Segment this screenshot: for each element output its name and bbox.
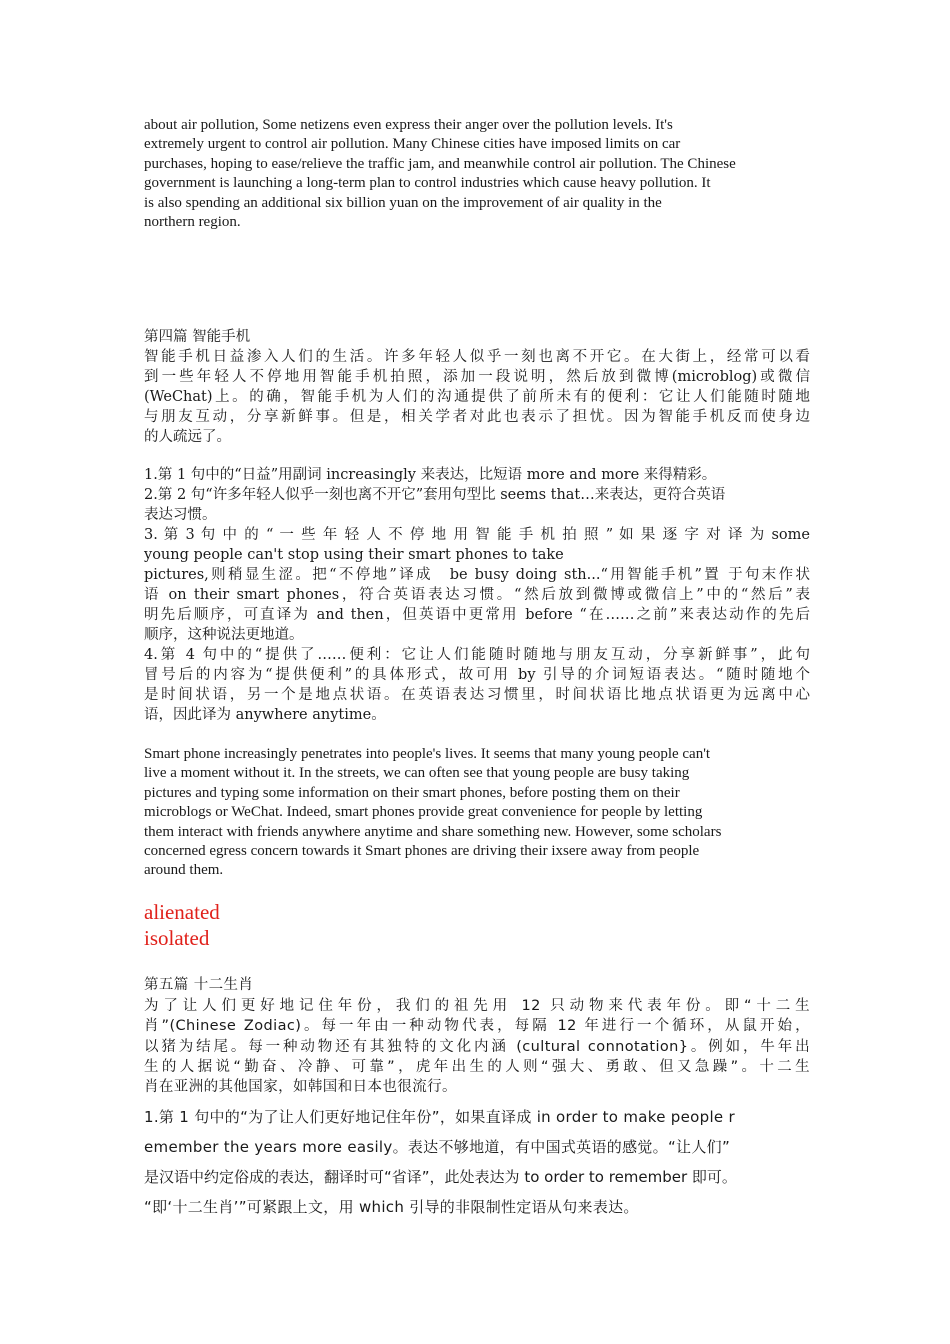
text-line: 肖”(Chinese Zodiac)。每一年由一种动物代表，每隔 12 年进行一个循环，从鼠开始， xyxy=(144,1018,810,1035)
note-line: emember the years more easily。表达不够地道，有中国式英语的感觉。“让人们” xyxy=(144,1138,731,1156)
note-line: pictures,则稍显生涩。把“不停地”译成 be busy doing sth...“用智能手机”置 于句末作状 xyxy=(144,567,810,583)
note-line: 2.第 2 句“许多年轻人似乎一刻也离不开它”套用句型比 seems that…来表达，更符合英语 xyxy=(144,487,726,503)
note-line: 4.第 4 句中的“提供了……便利：它让人们能随时随地与朋友互动，分享新鲜事”，此句 xyxy=(144,647,810,663)
note-line: 冒号后的内容为“提供便利”的具体形式，故可用 by 引导的介词短语表达。“随时随地个 xyxy=(144,667,810,683)
text-line: purchases, hoping to ease/relieve the traffic jam, and meanwhile control air pollution. The Chinese xyxy=(144,155,736,172)
note-line: 表达习惯。 xyxy=(144,507,217,523)
note-line: 3. 第 3 句 中 的 “ 一 些 年 轻 人 不 停 地 用 智 能 手 机 拍 照 ” 如 果 逐 字 对 译 为 some xyxy=(144,527,810,543)
text-line: about air pollution, Some netizens even express their anger over the pollution levels. It's xyxy=(144,117,673,133)
note-line: young people can't stop using their smart phones to take xyxy=(144,547,564,563)
note-line: 明先后顺序，可直译为 and then，但英语中更常用 before “在……之前”来表达动作的先后 xyxy=(144,607,810,623)
intro-paragraph xyxy=(144,116,810,232)
vocab-word: isolated xyxy=(144,926,210,950)
note-line: 顺序，这种说法更地道。 xyxy=(144,627,304,643)
section-title: 第四篇 智能手机 xyxy=(144,329,251,345)
text-line: 生的人据说“勤奋、冷静、可靠”，虎年出生的人则“强大、勇敢、但又急躁”。十二生 xyxy=(144,1058,810,1075)
text-line: 以猪为结尾。每一种动物还有其独特的文化内涵 (cultural connotation}。例如，牛年出 xyxy=(144,1038,810,1055)
text-line: concerned egress concern towards it Smart phones are driving their ixsere away from people xyxy=(144,843,700,860)
text-line: (WeChat)上。的确，智能手机为人们的沟通提供了前所未有的便利：它让人们能随时随地 xyxy=(144,389,810,405)
section4-passage xyxy=(144,347,810,447)
text-line: around them. xyxy=(144,862,224,879)
note-line: 语 on their smart phones，符合英语表达习惯。“然后放到微博或微信上”中的“然后”表 xyxy=(144,587,810,603)
section5-heading xyxy=(144,975,810,995)
text-line: Smart phone increasingly penetrates into people's lives. It seems that many young people can't xyxy=(144,746,711,762)
text-line: pictures and typing some information on their smart phones, before posting them on their xyxy=(144,784,680,801)
text-line: is also spending an additional six billion yuan on the improvement of air quality in the xyxy=(144,194,662,211)
text-line: northern region. xyxy=(144,214,241,231)
text-line: 肖在亚洲的其他国家，如韩国和日本也很流行。 xyxy=(144,1079,457,1096)
section4-heading xyxy=(144,327,810,347)
section-title: 第五篇 十二生肖 xyxy=(144,977,254,993)
section4-translation xyxy=(144,745,810,881)
text-line: government is launching a long-term plan to control industries which cause heavy pollution. It xyxy=(144,175,711,192)
text-line: 为了让人们更好地记住年份，我们的祖先用 12 只动物来代表年份。即“十二生 xyxy=(144,998,810,1014)
text-line: 与朋友互动，分享新鲜事。但是，相关学者对此也表示了担忧。因为智能手机反而使身边 xyxy=(144,409,810,425)
section5-notes xyxy=(144,1102,810,1222)
note-line: “即‘十二生肖’”可紧跟上文，用 which 引导的非限制性定语从句来表达。 xyxy=(144,1198,639,1216)
section4-notes xyxy=(144,465,810,725)
note-line: 语，因此译为 anywhere anytime。 xyxy=(144,707,386,723)
note-line: 是时间状语，另一个是地点状语。在英语表达习惯里，时间状语比地点状语更为远离中心 xyxy=(144,687,810,703)
text-line: 的人疏远了。 xyxy=(144,429,231,445)
vocab-annotations xyxy=(144,899,810,951)
text-line: them interact with friends anywhere anytime and share something new. However, some scholars xyxy=(144,823,722,840)
text-line: 到一些年轻人不停地用智能手机拍照，添加一段说明，然后放到微博(microblog)或微信 xyxy=(144,369,810,385)
section5-passage xyxy=(144,996,810,1097)
note-line: 1.第 1 句中的“为了让人们更好地记住年份”，如果直译成 in order to make people r xyxy=(144,1108,735,1126)
vocab-word: alienated xyxy=(144,900,220,924)
text-line: extremely urgent to control air pollution. Many Chinese cities have imposed limits on car xyxy=(144,136,681,153)
note-line: 是汉语中约定俗成的表达，翻译时可“省译”，此处表达为 to order to remember 即可。 xyxy=(144,1168,737,1186)
text-line: 智能手机日益渗入人们的生活。许多年轻人似乎一刻也离不开它。在大街上，经常可以看 xyxy=(144,349,810,365)
text-line: microblogs or WeChat. Indeed, smart phones provide great convenience for people by letting xyxy=(144,804,703,821)
note-line: 1.第 1 句中的“日益”用副词 increasingly 来表达，比短语 more and more 来得精彩。 xyxy=(144,467,717,483)
text-line: live a moment without it. In the streets, we can often see that young people are busy taking xyxy=(144,765,690,782)
